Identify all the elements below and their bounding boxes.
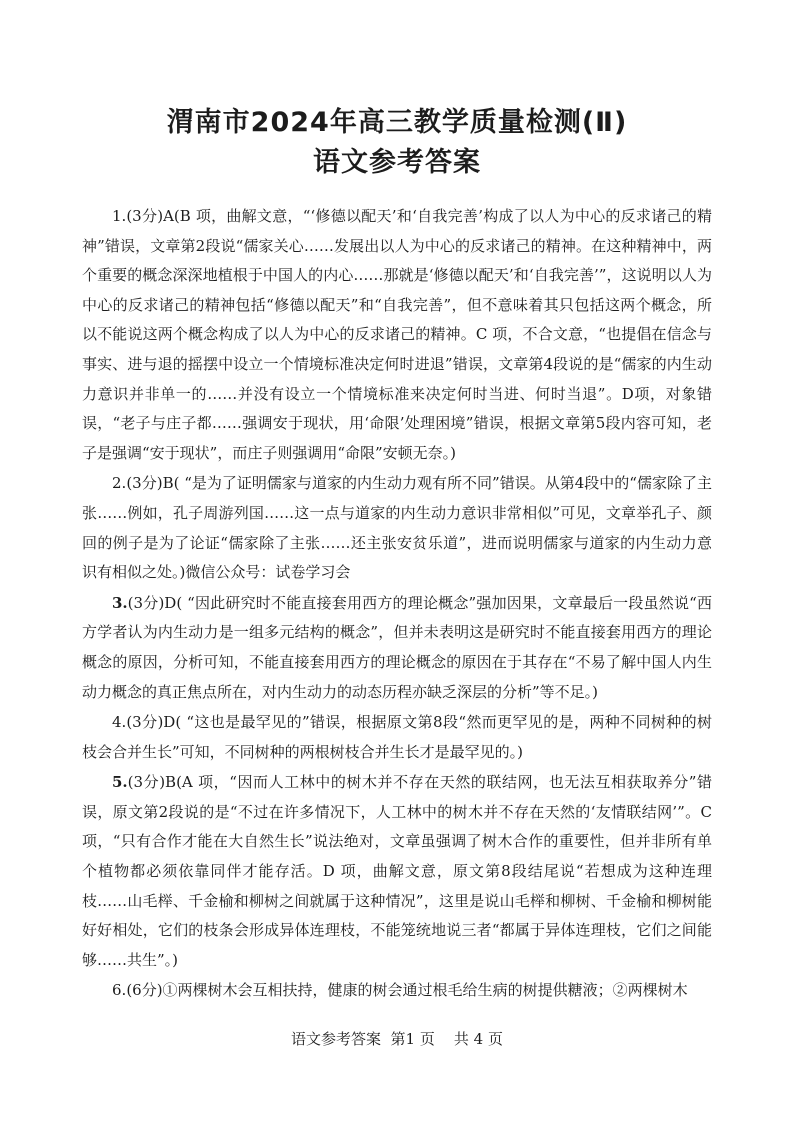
answer-6 [82, 976, 712, 1006]
answer-text: (6分)①两棵树木会互相扶持，健康的树会通过根毛给生病的树提供糖液；②两棵树木 [126, 981, 688, 1000]
document-subtitle: 语文参考答案 [313, 147, 481, 178]
answer-number: 1. [112, 207, 127, 225]
answer-1 [82, 202, 712, 468]
answer-text: (3分)A(B 项，曲解文意，“‘修德以配天’和‘自我完善’构成了以人为中心的反求诸己的精神”错误，文章第2段说“儒家关心……发展出以人为中心的反求诸己的精神。在这种精神中，两个重要的概念深深地植根于中国人的内心……那就是‘修德以配天’和‘自我完善’”，这说明以人为中心的反求诸己的精神包括“修德以配天”和“自我完善”，但不意味着其只包括这两个概念，所以不能说这两个概念构成了以人为中心的反求诸己的精神。C 项，不合文意，“也提倡在信念与事实、进与退的摇摆中设立一个情境标准决定何时进退”错误，文章第4段说的是“儒家的内生动力意识并非单一的……并没有设立一个情境标准来决定何时当进、何时当退”。D项，对象错误，“老子与庄子都……强调安于现状，用‘命限’处理困境”错误，根据文章第5段内容可知，老子是强调“安于现状”，而庄子则强调用“命限”安顿无奈。) [82, 207, 712, 462]
answer-2 [82, 469, 712, 587]
page-footer: 语文参考答案 第1 页 共 4 页 [290, 1030, 503, 1048]
document-title: 渭南市2024年高三教学质量检测(Ⅱ) [166, 107, 628, 138]
answer-text: (3分)D( “因此研究时不能直接套用西方的理论概念”强加因果，文章最后一段虽然说“西方学者认为内生动力是一组多元结构的概念”，但并未表明这是研究时不能直接套用西方的理论概念的原因，分析可知，不能直接套用西方的理论概念的原因在于其存在“不易了解中国人内生动力概念的真正焦点所在，对内生动力的动态历程亦缺乏深层的分析”等不足。) [82, 593, 712, 701]
answer-5 [82, 768, 712, 975]
answer-number: 6. [112, 981, 127, 1000]
answer-3 [82, 589, 712, 707]
answer-list [82, 202, 712, 1006]
answer-number: 2. [112, 474, 127, 493]
answer-number: 3. [112, 593, 128, 612]
answer-text: (3分)B(A 项，“因而人工林中的树木并不存在天然的联结网，也无法互相获取养分”错误，原文第2段说的是“不过在许多情况下，人工林中的树木并不存在天然的‘友情联结网’”。C 项，“只有合作才能在大自然生长”说法绝对，文章虽强调了树木合作的重要性，但并非所有单个植物都必须依靠同伴才能存活。D 项，曲解文意，原文第8段结尾说“若想成为这种连理枝……山毛榉、千金榆和柳树之间就属于这种情况”，这里是说山毛榉和柳树、千金榆和柳树能好好相处，它们的枝条会形成异体连理枝，不能笼统地说三者“都属于异体连理枝，它们之间能够……共生”。) [82, 773, 712, 969]
answer-number: 5. [112, 773, 128, 792]
answer-text: (3分)B( “是为了证明儒家与道家的内生动力观有所不同”错误。从第4段中的“儒家除了主张……例如，孔子周游列国……这一点与道家的内生动力意识非常相似”可见，文章举孔子、颜回的例子是为了论证“儒家除了主张……还主张安贫乐道”，进而说明儒家与道家的内生动力意识有相似之处。)微信公众号：试卷学习会 [82, 474, 712, 582]
answer-number: 4. [112, 713, 127, 732]
answer-4 [82, 708, 712, 767]
answer-text: (3分)D( “这也是最罕见的”错误，根据原文第8段“然而更罕见的是，两种不同树种的树枝会合并生长”可知，不同树种的两根树枝合并生长才是最罕见的。) [82, 713, 712, 761]
